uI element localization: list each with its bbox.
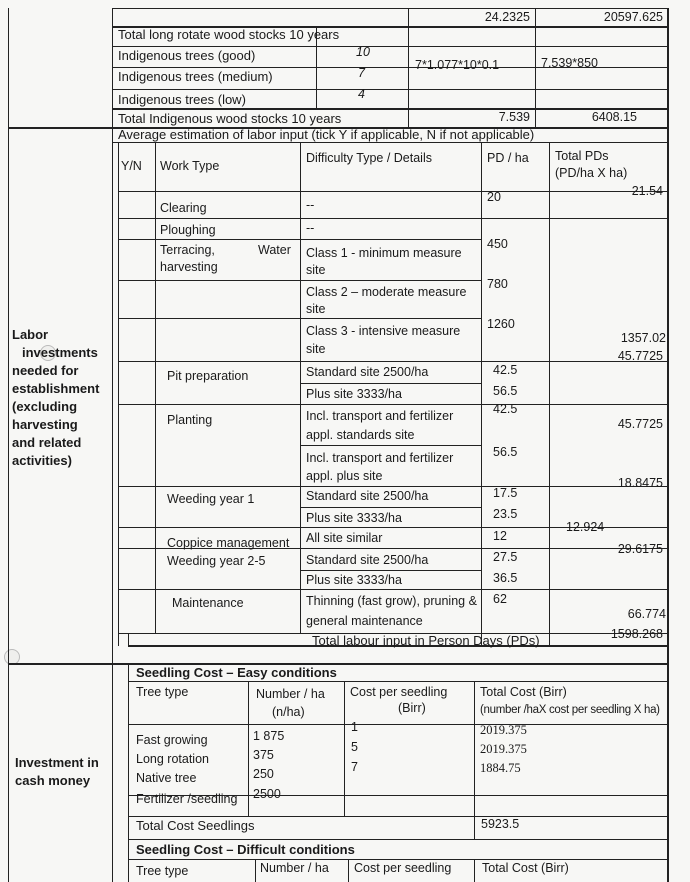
diff-class-3-site: site [306,342,326,356]
indigenous-medium-label: Indigenous trees (medium) [118,69,273,84]
difficult-col-tree-type: Tree type [136,864,189,878]
easy-col-tree-type: Tree type [136,685,189,699]
labor-total-value: 1598.268 [610,627,663,641]
easy-conditions-title: Seedling Cost – Easy conditions [136,665,337,680]
indigenous-formula-1: 7*1.077*10*0.1 [415,58,500,72]
work-pit-preparation: Pit preparation [167,369,249,383]
col-header-pd-ha: PD / ha [487,151,529,165]
diff-planting-standard: Incl. transport and fertilizer [306,409,454,423]
total-terracing: 1357.02 [620,331,666,345]
easy-col-number-ha: Number / ha [256,687,325,701]
easy-row-long-rotation-tree: Long rotation [136,752,209,766]
diff-class-3: Class 3 - intensive measure [306,324,461,338]
work-weeding-year-2-5: Weeding year 2-5 [167,554,266,568]
pd-coppice: 12 [493,529,507,543]
labor-total-label: Total labour input in Person Days (PDs) [312,633,540,648]
easy-total-label: Total Cost Seedlings [136,818,255,833]
total-coppice: 12.924 [566,520,605,534]
pd-weeding1-standard: 17.5 [493,486,518,500]
long-rotate-total-v2: 20597.625 [603,10,663,24]
long-rotate-total-v1: 24.2325 [484,10,530,24]
easy-col-cost-per-seedling: Cost per seedling [350,685,448,699]
easy-row-fertilizer: Fertilizer /seedling [136,792,238,806]
work-planting: Planting [167,413,213,427]
diff-class-1: Class 1 - minimum measure [306,246,462,260]
pd-pit-standard: 42.5 [493,363,518,377]
work-weeding-year-1: Weeding year 1 [167,492,255,506]
diff-weeding25-standard: Standard site 2500/ha [306,553,429,567]
easy-row-fast-growing-cost: 1 [351,720,358,734]
diff-weeding25-plus: Plus site 3333/ha [306,573,402,587]
col-header-work-type: Work Type [160,159,220,173]
total-weeding1: 18.8475 [617,476,663,490]
labor-section-title: Average estimation of labor input (tick Y if applicable, N if not applicable) [118,127,535,142]
total-maintenance: 66.774 [627,607,666,621]
easy-col-number-ha-unit: (n/ha) [272,705,305,719]
col-header-total-pds-formula: (PD/ha X ha) [555,166,628,180]
diff-maintenance-2: general maintenance [306,614,423,628]
pd-planting-plus: 56.5 [493,445,518,459]
easy-row-long-rotation-number: 375 [253,748,274,762]
easy-total-value: 5923.5 [481,817,520,831]
indigenous-low-qty: 4 [358,87,365,101]
easy-row-native-total: 1884.75 [480,761,521,775]
cash-side-label: Investment in cash money [15,755,99,788]
diff-planting-plus: Incl. transport and fertilizer [306,451,454,465]
easy-row-native-number: 250 [253,767,274,781]
diff-pit-standard: Standard site 2500/ha [306,365,429,379]
diff-pit-plus: Plus site 3333/ha [306,387,402,401]
work-ploughing: Ploughing [160,223,216,237]
col-header-yn: Y/N [121,159,142,173]
indigenous-good-qty: 10 [356,45,370,59]
easy-row-fertilizer-number: 2500 [253,787,281,801]
easy-row-native-cost: 7 [351,760,358,774]
pd-clearing: 20 [487,190,501,204]
pd-weeding25-standard: 27.5 [493,550,518,564]
diff-weeding1-standard: Standard site 2500/ha [306,489,429,503]
col-header-total-pds: Total PDs [555,149,609,163]
pd-class-3: 1260 [487,317,515,331]
pd-maintenance: 62 [493,592,507,606]
work-coppice: Coppice management [167,536,290,550]
diff-clearing: -- [306,198,315,212]
work-harvesting: harvesting [160,260,218,274]
indigenous-total-label: Total Indigenous wood stocks 10 years [118,111,342,126]
indigenous-total-v1: 7.539 [498,110,530,124]
indigenous-good-label: Indigenous trees (good) [118,48,256,63]
diff-planting-plus-b: appl. plus site [306,469,383,483]
diff-coppice: All site similar [306,531,383,545]
indigenous-low-label: Indigenous trees (low) [118,92,246,107]
diff-class-1-site: site [306,263,326,277]
difficult-col-cost-per-seedling: Cost per seedling [354,861,452,875]
diff-weeding1-plus: Plus site 3333/ha [306,511,402,525]
long-rotate-total-label: Total long rotate wood stocks 10 years [118,27,340,42]
easy-col-cost-unit: (Birr) [398,701,426,715]
diff-ploughing: -- [306,221,315,235]
total-clearing: 21.54 [631,184,663,198]
diff-planting-standard-b: appl. standards site [306,428,415,442]
pd-planting-standard: 42.5 [493,402,518,416]
difficult-col-total-cost: Total Cost (Birr) [482,861,569,875]
easy-col-total-cost-formula: (number /haX cost per seedling X ha) [480,704,660,716]
easy-row-long-rotation-total: 2019.375 [480,742,527,756]
work-maintenance: Maintenance [172,596,244,610]
easy-row-fast-growing-total: 2019.375 [480,723,527,737]
easy-row-long-rotation-cost: 5 [351,740,358,754]
diff-class-2: Class 2 – moderate measure [306,285,467,299]
total-pit: 45.7725 [617,349,663,363]
difficult-col-number-ha: Number / ha [260,861,329,875]
easy-col-total-cost: Total Cost (Birr) [480,685,567,699]
work-clearing: Clearing [160,201,207,215]
easy-row-fast-growing-tree: Fast growing [136,733,208,747]
indigenous-medium-qty: 7 [358,66,365,80]
pd-pit-plus: 56.5 [493,384,518,398]
difficult-conditions-title: Seedling Cost – Difficult conditions [136,842,355,857]
total-weeding25: 29.6175 [617,542,663,556]
easy-row-fast-growing-number: 1 875 [253,729,285,743]
indigenous-formula-2: 7.539*850 [541,56,599,70]
pd-class-2: 780 [487,277,508,291]
work-terracing-water: Water [258,243,291,257]
work-terracing: Terracing, [160,243,215,257]
pd-weeding1-plus: 23.5 [493,507,518,521]
col-header-difficulty: Difficulty Type / Details [306,151,432,165]
pd-class-1: 450 [487,237,508,251]
indigenous-total-v2: 6408.15 [591,110,637,124]
easy-row-native-tree: Native tree [136,771,197,785]
diff-maintenance-1: Thinning (fast grow), pruning & [306,594,477,608]
total-planting: 45.7725 [617,417,663,431]
pd-weeding25-plus: 36.5 [493,571,518,585]
diff-class-2-site: site [306,302,326,316]
labor-side-label: Labor investments needed for establishment (excluding harvesting and related activities) [12,327,100,468]
